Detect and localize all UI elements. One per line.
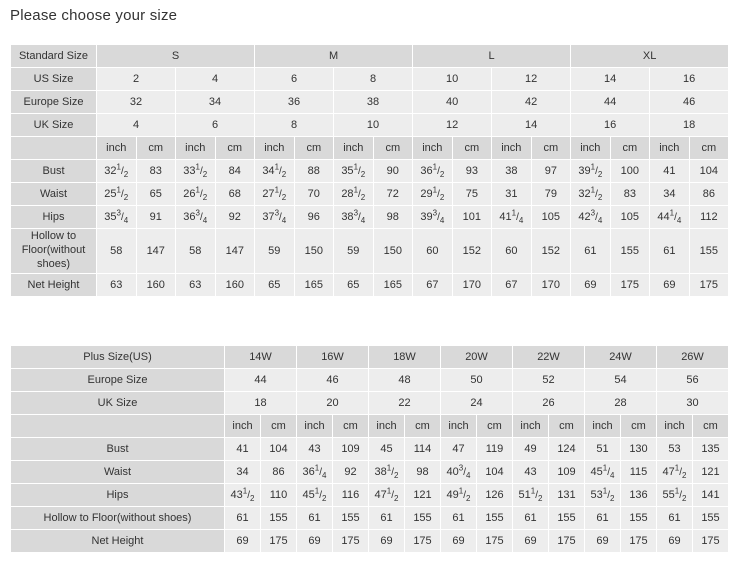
cell-bust: $39^1/_2$ — [571, 160, 611, 183]
cell-hips: $44^1/_4$ — [650, 206, 690, 229]
cell-hollow-to-floor: 58 — [97, 229, 137, 274]
table-row-bust — [11, 160, 729, 183]
cell-hollow-to-floor: 155 — [261, 507, 297, 530]
row-label-net-height: Net Height — [11, 274, 97, 297]
cell-bust: 51 — [585, 438, 621, 461]
row-label-uk-size: UK Size — [11, 392, 225, 415]
cell-unit: cm — [405, 415, 441, 438]
cell-bust: 109 — [333, 438, 369, 461]
cell-hollow-to-floor: 155 — [333, 507, 369, 530]
cell-unit: inch — [225, 415, 261, 438]
cell-bust: 47 — [441, 438, 477, 461]
cell-us-size: 10 — [413, 68, 492, 91]
row-label-waist: Waist — [11, 461, 225, 484]
cell-hips: $42^3/_4$ — [571, 206, 611, 229]
cell-uk-size: 18 — [225, 392, 297, 415]
cell-waist: 86 — [689, 183, 729, 206]
cell-hips: $39^3/_4$ — [413, 206, 453, 229]
cell-bust: 45 — [369, 438, 405, 461]
cell-net-height: 175 — [261, 530, 297, 553]
cell-hips: 121 — [405, 484, 441, 507]
cell-hips: $45^1/_2$ — [297, 484, 333, 507]
cell-hips: 126 — [477, 484, 513, 507]
cell-net-height: 65 — [334, 274, 374, 297]
cell-bust: $33^1/_2$ — [176, 160, 216, 183]
cell-waist: 34 — [225, 461, 261, 484]
cell-waist: 98 — [405, 461, 441, 484]
row-label-us-size: US Size — [11, 68, 97, 91]
cell-net-height: 69 — [571, 274, 611, 297]
cell-waist: 79 — [531, 183, 571, 206]
cell-unit: inch — [255, 137, 295, 160]
cell-bust: 93 — [452, 160, 492, 183]
cell-bust: 84 — [215, 160, 255, 183]
cell-net-height: 69 — [650, 274, 690, 297]
cell-waist: 92 — [333, 461, 369, 484]
cell-uk-size: 10 — [334, 114, 413, 137]
cell-net-height: 67 — [413, 274, 453, 297]
cell-bust: 90 — [373, 160, 413, 183]
cell-hips: 110 — [261, 484, 297, 507]
cell-net-height: 69 — [513, 530, 549, 553]
cell-europe-size: 42 — [492, 91, 571, 114]
cell-net-height: 175 — [621, 530, 657, 553]
cell-hollow-to-floor: 61 — [441, 507, 477, 530]
cell-net-height: 165 — [373, 274, 413, 297]
size-group-s: S — [97, 45, 255, 68]
row-label-standard-size: Standard Size — [11, 45, 97, 68]
cell-net-height: 69 — [441, 530, 477, 553]
cell-uk-size: 30 — [657, 392, 729, 415]
cell-unit: inch — [176, 137, 216, 160]
cell-bust: $35^1/_2$ — [334, 160, 374, 183]
cell-net-height: 175 — [549, 530, 585, 553]
cell-europe-size: 46 — [650, 91, 729, 114]
cell-unit: cm — [452, 137, 492, 160]
cell-europe-size: 46 — [297, 369, 369, 392]
cell-hips: $43^1/_2$ — [225, 484, 261, 507]
cell-bust: 88 — [294, 160, 334, 183]
cell-net-height: 69 — [225, 530, 261, 553]
cell-net-height: 170 — [452, 274, 492, 297]
cell-unit: cm — [531, 137, 571, 160]
cell-hollow-to-floor: 155 — [693, 507, 729, 530]
cell-bust: $34^1/_2$ — [255, 160, 295, 183]
cell-unit: cm — [477, 415, 513, 438]
cell-hips: $36^3/_4$ — [176, 206, 216, 229]
cell-hollow-to-floor: 147 — [136, 229, 176, 274]
row-label-bust: Bust — [11, 160, 97, 183]
cell-uk-size: 6 — [176, 114, 255, 137]
cell-europe-size: 40 — [413, 91, 492, 114]
cell-hollow-to-floor: 61 — [657, 507, 693, 530]
cell-hollow-to-floor: 155 — [549, 507, 585, 530]
cell-europe-size: 36 — [255, 91, 334, 114]
cell-hips: $47^1/_2$ — [369, 484, 405, 507]
cell-unit: cm — [261, 415, 297, 438]
table-row-hips — [11, 484, 729, 507]
cell-bust: 53 — [657, 438, 693, 461]
cell-waist: $27^1/_2$ — [255, 183, 295, 206]
table-row-units — [11, 415, 729, 438]
cell-bust: 130 — [621, 438, 657, 461]
cell-hollow-to-floor: 61 — [369, 507, 405, 530]
cell-uk-size: 20 — [297, 392, 369, 415]
cell-hips: 136 — [621, 484, 657, 507]
cell-unit: inch — [334, 137, 374, 160]
cell-bust: 104 — [261, 438, 297, 461]
cell-net-height: 160 — [215, 274, 255, 297]
cell-net-height: 175 — [477, 530, 513, 553]
cell-hips: 116 — [333, 484, 369, 507]
cell-bust: 119 — [477, 438, 513, 461]
cell-hollow-to-floor: 60 — [413, 229, 453, 274]
cell-europe-size: 38 — [334, 91, 413, 114]
cell-hips: 101 — [452, 206, 492, 229]
cell-net-height: 69 — [657, 530, 693, 553]
cell-net-height: 69 — [585, 530, 621, 553]
row-label-net-height: Net Height — [11, 530, 225, 553]
cell-net-height: 175 — [689, 274, 729, 297]
cell-net-height: 69 — [297, 530, 333, 553]
cell-hips: 91 — [136, 206, 176, 229]
cell-net-height: 63 — [176, 274, 216, 297]
cell-unit: cm — [215, 137, 255, 160]
row-label-uk-size: UK Size — [11, 114, 97, 137]
cell-bust: 41 — [650, 160, 690, 183]
cell-unit: cm — [610, 137, 650, 160]
size-group-xl: XL — [571, 45, 729, 68]
cell-hips: 96 — [294, 206, 334, 229]
cell-waist: 115 — [621, 461, 657, 484]
cell-us-size: 8 — [334, 68, 413, 91]
cell-plus-size: 16W — [297, 346, 369, 369]
cell-bust: 43 — [297, 438, 333, 461]
table-row-hollow-to-floor — [11, 507, 729, 530]
cell-hips: $53^1/_2$ — [585, 484, 621, 507]
cell-hollow-to-floor: 58 — [176, 229, 216, 274]
cell-unit: cm — [549, 415, 585, 438]
row-label-hollow-to-floor: Hollow to Floor(without shoes) — [11, 229, 97, 274]
cell-unit: inch — [657, 415, 693, 438]
table-row-net-height — [11, 530, 729, 553]
cell-unit: inch — [571, 137, 611, 160]
cell-us-size: 12 — [492, 68, 571, 91]
size-chart-standard — [10, 44, 729, 297]
cell-waist: $45^1/_4$ — [585, 461, 621, 484]
cell-waist: 72 — [373, 183, 413, 206]
cell-unit: cm — [693, 415, 729, 438]
cell-waist: $25^1/_2$ — [97, 183, 137, 206]
cell-net-height: 175 — [610, 274, 650, 297]
cell-europe-size: 48 — [369, 369, 441, 392]
cell-hollow-to-floor: 155 — [689, 229, 729, 274]
cell-bust: 100 — [610, 160, 650, 183]
cell-uk-size: 14 — [492, 114, 571, 137]
row-label-waist: Waist — [11, 183, 97, 206]
cell-hollow-to-floor: 155 — [477, 507, 513, 530]
cell-waist: $28^1/_2$ — [334, 183, 374, 206]
cell-europe-size: 54 — [585, 369, 657, 392]
cell-waist: 70 — [294, 183, 334, 206]
cell-unit: inch — [413, 137, 453, 160]
cell-uk-size: 8 — [255, 114, 334, 137]
cell-hips: 105 — [531, 206, 571, 229]
cell-hollow-to-floor: 147 — [215, 229, 255, 274]
cell-net-height: 175 — [693, 530, 729, 553]
cell-uk-size: 4 — [97, 114, 176, 137]
cell-net-height: 65 — [255, 274, 295, 297]
table-row-us-size — [11, 68, 729, 91]
row-label-units — [11, 415, 225, 438]
cell-waist: 75 — [452, 183, 492, 206]
cell-uk-size: 26 — [513, 392, 585, 415]
cell-unit: inch — [585, 415, 621, 438]
cell-waist: $36^1/_4$ — [297, 461, 333, 484]
table-row-uk-size — [11, 114, 729, 137]
table-row-plus-size — [11, 346, 729, 369]
cell-unit: inch — [492, 137, 532, 160]
cell-europe-size: 44 — [225, 369, 297, 392]
cell-uk-size: 24 — [441, 392, 513, 415]
cell-net-height: 170 — [531, 274, 571, 297]
cell-hollow-to-floor: 60 — [492, 229, 532, 274]
cell-hollow-to-floor: 61 — [650, 229, 690, 274]
cell-uk-size: 18 — [650, 114, 729, 137]
row-label-bust: Bust — [11, 438, 225, 461]
cell-unit: inch — [297, 415, 333, 438]
size-chart-plus — [10, 345, 729, 553]
cell-europe-size: 32 — [97, 91, 176, 114]
cell-hollow-to-floor: 152 — [531, 229, 571, 274]
cell-hips: $41^1/_4$ — [492, 206, 532, 229]
cell-uk-size: 16 — [571, 114, 650, 137]
cell-unit: inch — [97, 137, 137, 160]
table-row-net-height — [11, 274, 729, 297]
cell-bust: 49 — [513, 438, 549, 461]
cell-hollow-to-floor: 61 — [297, 507, 333, 530]
cell-waist: 109 — [549, 461, 585, 484]
cell-hips: $55^1/_2$ — [657, 484, 693, 507]
cell-us-size: 6 — [255, 68, 334, 91]
cell-us-size: 16 — [650, 68, 729, 91]
cell-hollow-to-floor: 155 — [621, 507, 657, 530]
cell-hollow-to-floor: 61 — [571, 229, 611, 274]
cell-unit: cm — [294, 137, 334, 160]
cell-waist: 31 — [492, 183, 532, 206]
page-title: Please choose your size — [10, 7, 178, 24]
row-label-hips: Hips — [11, 484, 225, 507]
cell-us-size: 4 — [176, 68, 255, 91]
cell-net-height: 175 — [405, 530, 441, 553]
cell-hollow-to-floor: 59 — [255, 229, 295, 274]
cell-bust: 83 — [136, 160, 176, 183]
cell-europe-size: 34 — [176, 91, 255, 114]
cell-plus-size: 24W — [585, 346, 657, 369]
cell-europe-size: 44 — [571, 91, 650, 114]
table-row-hips — [11, 206, 729, 229]
cell-waist: $26^1/_2$ — [176, 183, 216, 206]
table-row-waist — [11, 183, 729, 206]
cell-waist: $38^1/_2$ — [369, 461, 405, 484]
cell-waist: $32^1/_2$ — [571, 183, 611, 206]
cell-waist: $29^1/_2$ — [413, 183, 453, 206]
cell-waist: $40^3/_4$ — [441, 461, 477, 484]
cell-uk-size: 12 — [413, 114, 492, 137]
cell-hollow-to-floor: 155 — [610, 229, 650, 274]
cell-hips: $37^3/_4$ — [255, 206, 295, 229]
cell-unit: inch — [513, 415, 549, 438]
cell-hips: $49^1/_2$ — [441, 484, 477, 507]
cell-waist: 68 — [215, 183, 255, 206]
cell-waist: 86 — [261, 461, 297, 484]
row-label-plus-size: Plus Size(US) — [11, 346, 225, 369]
cell-plus-size: 14W — [225, 346, 297, 369]
table-row-europe-size — [11, 369, 729, 392]
cell-hollow-to-floor: 150 — [294, 229, 334, 274]
cell-uk-size: 22 — [369, 392, 441, 415]
cell-hollow-to-floor: 59 — [334, 229, 374, 274]
cell-uk-size: 28 — [585, 392, 657, 415]
cell-bust: 38 — [492, 160, 532, 183]
cell-hips: 112 — [689, 206, 729, 229]
cell-europe-size: 56 — [657, 369, 729, 392]
cell-net-height: 160 — [136, 274, 176, 297]
row-label-europe-size: Europe Size — [11, 369, 225, 392]
cell-net-height: 69 — [369, 530, 405, 553]
cell-bust: 135 — [693, 438, 729, 461]
cell-net-height: 175 — [333, 530, 369, 553]
table-row-standard-size — [11, 45, 729, 68]
cell-plus-size: 18W — [369, 346, 441, 369]
cell-waist: 83 — [610, 183, 650, 206]
cell-net-height: 165 — [294, 274, 334, 297]
cell-unit: inch — [650, 137, 690, 160]
cell-net-height: 67 — [492, 274, 532, 297]
cell-unit: cm — [689, 137, 729, 160]
row-label-hips: Hips — [11, 206, 97, 229]
cell-bust: $36^1/_2$ — [413, 160, 453, 183]
cell-unit: cm — [136, 137, 176, 160]
cell-waist: 43 — [513, 461, 549, 484]
cell-bust: $32^1/_2$ — [97, 160, 137, 183]
cell-bust: 97 — [531, 160, 571, 183]
table-row-hollow-to-floor — [11, 229, 729, 274]
cell-hips: 98 — [373, 206, 413, 229]
cell-waist: 65 — [136, 183, 176, 206]
cell-net-height: 63 — [97, 274, 137, 297]
cell-unit: cm — [621, 415, 657, 438]
row-label-europe-size: Europe Size — [11, 91, 97, 114]
size-group-m: M — [255, 45, 413, 68]
cell-plus-size: 26W — [657, 346, 729, 369]
cell-plus-size: 22W — [513, 346, 585, 369]
row-label-units — [11, 137, 97, 160]
table-row-europe-size — [11, 91, 729, 114]
cell-hollow-to-floor: 152 — [452, 229, 492, 274]
cell-bust: 124 — [549, 438, 585, 461]
table-row-units — [11, 137, 729, 160]
cell-hollow-to-floor: 150 — [373, 229, 413, 274]
cell-us-size: 14 — [571, 68, 650, 91]
cell-hips: 92 — [215, 206, 255, 229]
cell-hips: 141 — [693, 484, 729, 507]
cell-hips: $51^1/_2$ — [513, 484, 549, 507]
cell-unit: inch — [369, 415, 405, 438]
cell-unit: inch — [441, 415, 477, 438]
cell-bust: 41 — [225, 438, 261, 461]
cell-us-size: 2 — [97, 68, 176, 91]
table-row-bust — [11, 438, 729, 461]
cell-waist: $47^1/_2$ — [657, 461, 693, 484]
cell-unit: cm — [333, 415, 369, 438]
cell-bust: 104 — [689, 160, 729, 183]
cell-hips: $38^3/_4$ — [334, 206, 374, 229]
cell-europe-size: 52 — [513, 369, 585, 392]
cell-waist: 121 — [693, 461, 729, 484]
cell-europe-size: 50 — [441, 369, 513, 392]
size-group-l: L — [413, 45, 571, 68]
cell-hollow-to-floor: 61 — [585, 507, 621, 530]
cell-hollow-to-floor: 61 — [225, 507, 261, 530]
cell-unit: cm — [373, 137, 413, 160]
cell-waist: 34 — [650, 183, 690, 206]
cell-hollow-to-floor: 61 — [513, 507, 549, 530]
cell-hips: 105 — [610, 206, 650, 229]
cell-bust: 114 — [405, 438, 441, 461]
cell-plus-size: 20W — [441, 346, 513, 369]
cell-waist: 104 — [477, 461, 513, 484]
row-label-hollow-to-floor: Hollow to Floor(without shoes) — [11, 507, 225, 530]
cell-hips: $35^3/_4$ — [97, 206, 137, 229]
cell-hips: 131 — [549, 484, 585, 507]
table-row-uk-size — [11, 392, 729, 415]
table-row-waist — [11, 461, 729, 484]
cell-hollow-to-floor: 155 — [405, 507, 441, 530]
